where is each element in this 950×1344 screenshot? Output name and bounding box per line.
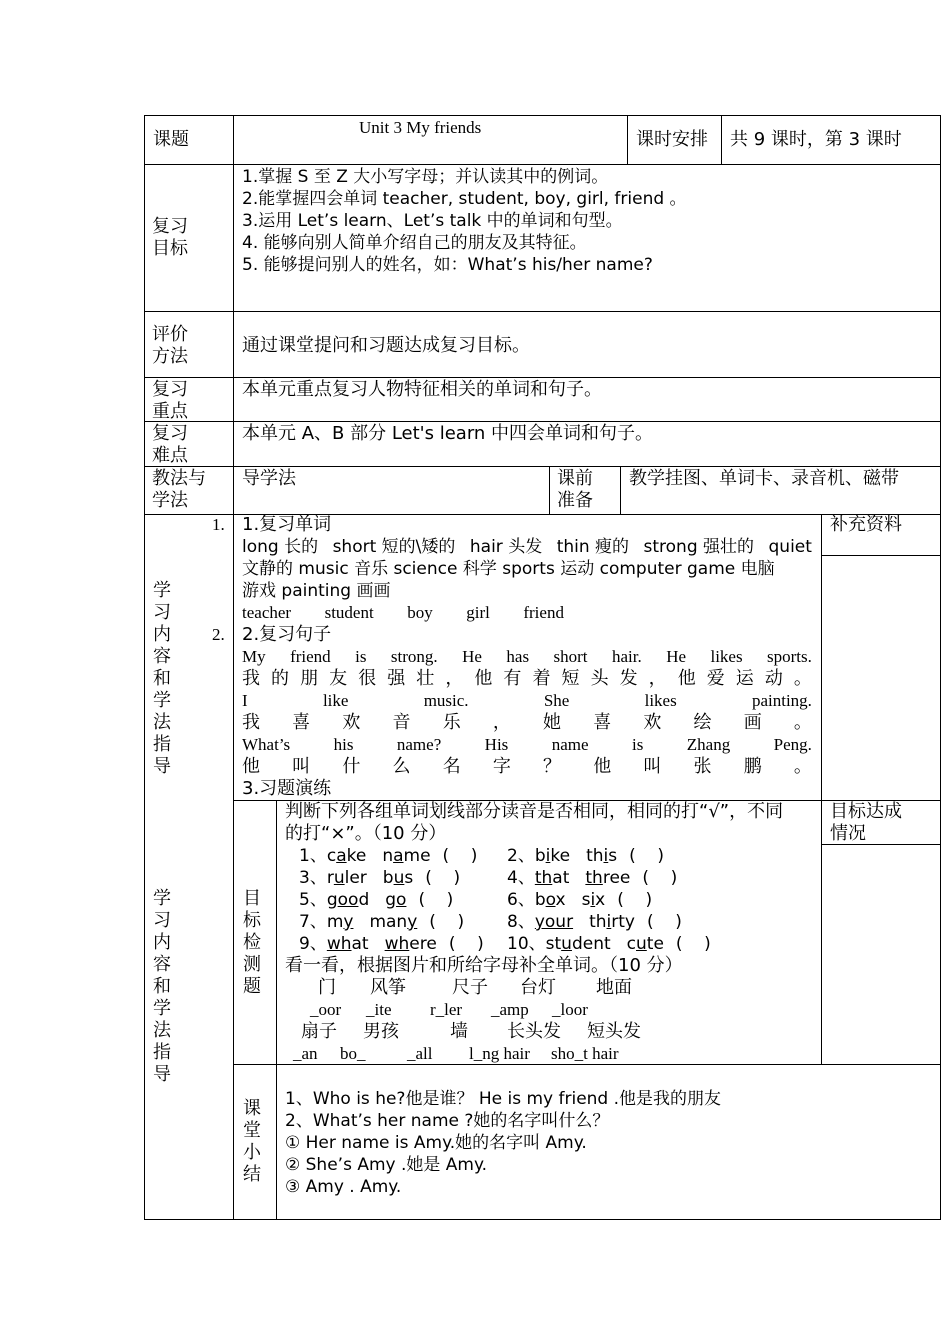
goal-item: 4. 能够向别人简单介绍自己的朋友及其特征。 — [242, 233, 587, 253]
table-rule — [821, 514, 822, 1065]
word: sports. — [767, 647, 812, 666]
word-pair — [299, 911, 464, 933]
sentence-cn — [242, 668, 812, 690]
sentence-en — [242, 690, 812, 712]
table-rule — [549, 466, 550, 514]
difficulty-text: 本单元 A、B 部分 Let's learn 中四会单词和句子。 — [242, 423, 654, 444]
vocab-line — [242, 602, 564, 624]
char: 喜 — [593, 712, 612, 733]
char: ， — [492, 712, 511, 733]
char: 有 — [503, 668, 522, 689]
word: like — [322, 691, 349, 710]
table-rule — [144, 466, 941, 467]
word: is — [355, 647, 367, 666]
underlined-part: th — [585, 868, 603, 888]
char: 乐 — [442, 712, 461, 733]
underlined-part: u — [636, 934, 647, 954]
vocab-line — [242, 536, 812, 558]
underlined-part: oo — [337, 890, 359, 910]
goal-item: 2.能掌握四会单词 teacher, student, boy, girl, friend 。 — [242, 189, 687, 209]
word: many — [369, 912, 418, 932]
vocab-word: teacher — [242, 603, 292, 622]
char: 。 — [793, 712, 812, 733]
word: I — [242, 691, 248, 710]
picture-word: 短头发 — [587, 1021, 641, 1042]
underlined-part: a — [393, 846, 404, 866]
pair-number: 2、 — [507, 846, 535, 866]
picture-word: 墙 — [450, 1021, 468, 1042]
section-title: 3.习题演练 — [242, 778, 332, 799]
char: 我 — [242, 712, 260, 733]
vocab-word: student — [324, 603, 374, 622]
underlined-part: u — [393, 868, 405, 888]
topic-label: 课题 — [153, 129, 189, 150]
char: 叫 — [643, 756, 662, 777]
summary-line: ① Her name is Amy.她的名字叫 Amy. — [285, 1133, 587, 1153]
word: thirty — [589, 912, 635, 932]
underlined-part: i — [606, 912, 612, 932]
picture-word: 男孩 — [363, 1021, 399, 1042]
answer-blank[interactable]: ( ) — [448, 934, 484, 954]
fill-word: r_ler — [430, 1000, 463, 1019]
prep-label: 课前 — [557, 468, 593, 489]
difficulty-label: 难点 — [152, 445, 188, 466]
word: likes — [710, 647, 743, 666]
vocab-line: 文静的 music 音乐 science 科学 sports 运动 computer game 电脑 — [242, 559, 775, 579]
char: 壮 — [416, 668, 435, 689]
underlined-part: wh — [384, 934, 410, 954]
char: 画 — [743, 712, 762, 733]
word: this — [586, 846, 618, 866]
underlined-part: o — [396, 890, 407, 910]
char: ， — [648, 668, 667, 689]
schedule-value: 共 9 课时，第 3 课时 — [730, 129, 902, 150]
word: His — [484, 735, 509, 754]
fill-word: _ite — [366, 1000, 392, 1019]
content-side-label: 学习内容和学法指导 — [153, 888, 171, 1085]
word: Peng. — [773, 735, 812, 754]
topic-value: Unit 3 My friends — [359, 118, 482, 137]
fill-word: _amp — [491, 1000, 529, 1019]
word: He — [666, 647, 687, 666]
word: his — [333, 735, 354, 754]
summary-line: ③ Amy . Amy. — [285, 1177, 402, 1197]
picture-word: 门 — [318, 977, 336, 998]
supplement-label: 补充资料 — [830, 514, 902, 535]
char: 名 — [442, 756, 461, 777]
result-label-2: 情况 — [830, 823, 866, 844]
char: 很 — [358, 668, 377, 689]
content-side-label: 学习内容和学法指导 — [153, 580, 171, 777]
word-pair — [299, 933, 484, 955]
word: music. — [423, 691, 469, 710]
content-number: 2. — [212, 625, 225, 644]
word — [535, 912, 573, 932]
table-border-left — [144, 115, 145, 1220]
char: 他 — [474, 668, 493, 689]
char: 张 — [693, 756, 712, 777]
word: three — [585, 868, 631, 888]
sentence-en — [242, 734, 812, 756]
goals-label: 复习 — [152, 216, 188, 237]
fill-word: sho_t hair — [551, 1044, 619, 1063]
sentence-cn — [242, 756, 812, 778]
word: bus — [382, 868, 414, 888]
pair-number: 9、 — [299, 934, 327, 954]
vocab-word: hair 头发 — [469, 537, 543, 557]
fill-word: _oor — [310, 1000, 342, 1019]
char: 运 — [735, 668, 754, 689]
underlined-part: i — [590, 890, 596, 910]
word: What’s — [242, 735, 291, 754]
word: friend — [290, 647, 331, 666]
underlined-part: i — [545, 846, 551, 866]
test-label: 目标检测题 — [243, 888, 261, 997]
char: 爱 — [706, 668, 725, 689]
focus-label: 复习 — [152, 379, 188, 400]
fill-word: _all — [407, 1044, 433, 1063]
word-pair — [507, 867, 677, 889]
summary-label: 课堂小结 — [243, 1098, 261, 1185]
table-rule — [144, 164, 941, 165]
goals-label: 目标 — [152, 238, 188, 259]
word: six — [581, 890, 606, 910]
char: 字 — [492, 756, 511, 777]
content-number: 1. — [212, 515, 225, 534]
underlined-part: y — [343, 912, 354, 932]
answer-blank[interactable]: ( ) — [418, 890, 454, 910]
table-rule — [721, 115, 722, 164]
char: 鹏 — [743, 756, 762, 777]
word-pair — [299, 889, 453, 911]
table-rule — [627, 115, 628, 164]
table-border-top — [144, 115, 941, 116]
pair-number: 3、 — [299, 868, 327, 888]
pair-number: 10、 — [507, 934, 546, 954]
goal-item: 5. 能够提问别人的姓名，如：What’s his/her name? — [242, 255, 653, 275]
schedule-label: 课时安排 — [636, 129, 708, 150]
underlined-part: your — [534, 912, 574, 932]
word-pair — [299, 845, 477, 867]
word: is — [632, 735, 644, 754]
word: name — [382, 846, 431, 866]
char: 欢 — [643, 712, 662, 733]
char: ， — [445, 668, 464, 689]
vocab-word: short 短的\矮的 — [332, 537, 456, 557]
fill-word: l_ng hair — [469, 1044, 530, 1063]
char: 我 — [242, 668, 260, 689]
char: 什 — [342, 756, 361, 777]
word: student — [545, 934, 611, 954]
pair-number: 4、 — [507, 868, 535, 888]
char: 他 — [242, 756, 260, 777]
section-title: 1.复习单词 — [242, 514, 332, 535]
word: go — [385, 890, 407, 910]
char: 动 — [764, 668, 783, 689]
answer-blank[interactable]: ( ) — [675, 934, 711, 954]
pair-number: 8、 — [507, 912, 535, 932]
word: Zhang — [686, 735, 731, 754]
table-border-bottom — [144, 1219, 941, 1220]
word-pair — [507, 933, 711, 955]
underlined-part: wh — [326, 934, 352, 954]
word: ruler — [326, 868, 367, 888]
table-border-right — [940, 115, 941, 1220]
vocab-word: girl — [466, 603, 490, 622]
pair-number: 1、 — [299, 846, 327, 866]
summary-line: 1、Who is he?他是谁？ He is my friend .他是我的朋友 — [285, 1089, 722, 1109]
table-rule — [144, 311, 941, 312]
fill-word: bo_ — [340, 1044, 366, 1063]
underlined-part: i — [603, 846, 609, 866]
question-1-line: 的打“×”。（10 分） — [285, 823, 447, 844]
picture-word: 长头发 — [507, 1021, 561, 1042]
summary-line: 2、What’s her name ?她的名字叫什么？ — [285, 1111, 610, 1131]
word: has — [506, 647, 530, 666]
answer-blank[interactable]: ( ) — [442, 846, 478, 866]
word: painting. — [751, 691, 812, 710]
char: 。 — [793, 668, 812, 689]
char: 发 — [619, 668, 638, 689]
evaluation-label: 评价 — [152, 324, 188, 345]
focus-label: 重点 — [152, 401, 188, 422]
word: bike — [534, 846, 571, 866]
pair-number: 7、 — [299, 912, 327, 932]
char: 强 — [387, 668, 406, 689]
word-pair — [507, 845, 664, 867]
word: short — [553, 647, 588, 666]
vocab-line: 游戏 painting 画画 — [242, 581, 391, 601]
char: 短 — [561, 668, 580, 689]
word: what — [326, 934, 369, 954]
char: 他 — [593, 756, 612, 777]
evaluation-label: 方法 — [152, 346, 188, 367]
char: 的 — [271, 668, 290, 689]
goal-item: 3.运用 Let’s learn、Let’s talk 中的单词和句型。 — [242, 211, 623, 231]
char: 友 — [329, 668, 348, 689]
picture-word: 台灯 — [520, 977, 556, 998]
word: box — [534, 890, 566, 910]
underlined-part: y — [407, 912, 418, 932]
word: My — [242, 647, 266, 666]
picture-word: 风筝 — [370, 977, 406, 998]
char: 欢 — [342, 712, 361, 733]
char: 绘 — [693, 712, 712, 733]
char: 头 — [590, 668, 609, 689]
table-rule — [233, 115, 234, 1220]
word: that — [534, 868, 570, 888]
question-1-line: 判断下列各组单词划线部分读音是否相同，相同的打“√”，不同 — [285, 801, 784, 822]
char: 喜 — [292, 712, 311, 733]
word: He — [462, 647, 482, 666]
word: hair. — [611, 647, 642, 666]
word: my — [326, 912, 354, 932]
underlined-part: u — [561, 934, 572, 954]
picture-word: 地面 — [596, 977, 632, 998]
word: cute — [626, 934, 664, 954]
char: 着 — [532, 668, 551, 689]
char: 。 — [793, 756, 812, 777]
word: strong. — [390, 647, 438, 666]
method-label: 学法 — [152, 490, 188, 511]
vocab-word: strong 强壮的 — [643, 537, 755, 557]
char: 朋 — [300, 668, 319, 689]
char: 音 — [392, 712, 411, 733]
underlined-part: a — [336, 846, 347, 866]
table-rule — [620, 466, 621, 514]
char: ？ — [543, 756, 562, 777]
char: 他 — [677, 668, 696, 689]
vocab-word: long 长的 — [242, 537, 319, 557]
focus-text: 本单元重点复习人物特征相关的单词和句子。 — [242, 379, 602, 400]
evaluation-text: 通过课堂提问和习题达成复习目标。 — [242, 335, 530, 356]
sentence-cn — [242, 712, 812, 734]
fill-word: _loor — [552, 1000, 588, 1019]
answer-blank[interactable]: ( ) — [425, 868, 461, 888]
answer-blank[interactable]: ( ) — [617, 890, 653, 910]
underlined-part: o — [545, 890, 556, 910]
vocab-word: quiet — [768, 537, 812, 557]
answer-blank[interactable]: ( ) — [646, 912, 682, 932]
summary-line: ② She’s Amy .她是 Amy. — [285, 1155, 488, 1175]
word: cake — [326, 846, 367, 866]
answer-blank[interactable]: ( ) — [629, 846, 664, 866]
word: likes — [644, 691, 677, 710]
word: name — [551, 735, 589, 754]
method-value: 导学法 — [242, 468, 296, 489]
word: name? — [396, 735, 442, 754]
word-pair — [507, 911, 682, 933]
section-title: 2.复习句子 — [242, 624, 332, 645]
method-label: 教法与 — [152, 468, 206, 489]
pair-number: 5、 — [299, 890, 327, 910]
prep-label: 准备 — [557, 490, 593, 511]
word: good — [326, 890, 370, 910]
vocab-word: thin 瘦的 — [556, 537, 630, 557]
table-rule — [144, 377, 941, 378]
table-rule — [144, 421, 941, 422]
word-pair — [299, 867, 460, 889]
result-label-1: 目标达成 — [830, 801, 902, 822]
picture-word: 扇子 — [301, 1021, 337, 1042]
char: 么 — [392, 756, 411, 777]
fill-word: _an — [293, 1044, 318, 1063]
pair-number: 6、 — [507, 890, 535, 910]
char: 她 — [543, 712, 562, 733]
question-2-title: 看一看，根据图片和所给字母补全单词。（10 分） — [285, 955, 683, 976]
answer-blank[interactable]: ( ) — [429, 912, 465, 932]
word: where — [384, 934, 437, 954]
picture-word: 尺子 — [452, 977, 488, 998]
goal-item: 1.掌握 S 至 Z 大小写字母；并认读其中的例词。 — [242, 167, 609, 187]
underlined-part: u — [333, 868, 345, 888]
table-rule — [821, 555, 941, 556]
vocab-word: friend — [523, 603, 564, 622]
prep-value: 教学挂图、单词卡、录音机、磁带 — [629, 468, 899, 489]
underlined-part: th — [534, 868, 553, 888]
word: She — [543, 691, 570, 710]
vocab-word: boy — [407, 603, 433, 622]
difficulty-label: 复习 — [152, 423, 188, 444]
word-pair — [507, 889, 652, 911]
char: 叫 — [292, 756, 311, 777]
answer-blank[interactable]: ( ) — [642, 868, 678, 888]
table-rule — [276, 800, 277, 1220]
sentence-en — [242, 646, 812, 668]
